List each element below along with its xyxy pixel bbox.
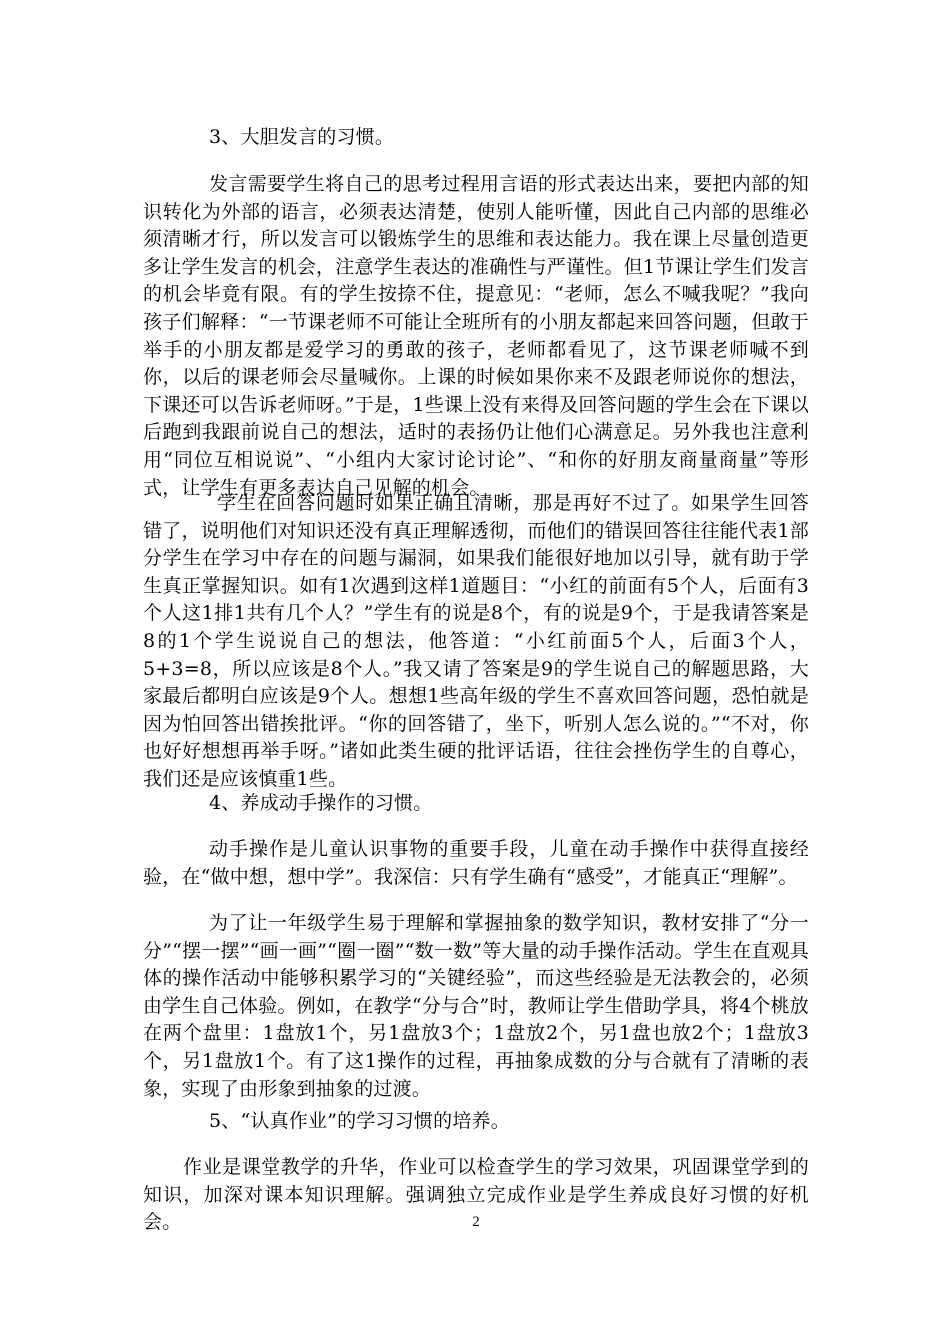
section-4-paragraph-1: 动手操作是儿童认识事物的重要手段，儿童在动手操作中获得直接经验，在“做中想，想中学”。我深信：只有学生确有“感受”，才能真正“理解”。 xyxy=(143,838,809,888)
document-page xyxy=(143,0,809,1344)
section-4-paragraph-2: 为了让一年级学生易于理解和掌握抽象的数学知识，教材安排了“分一分”“摆一摆”“画一画”“圈一圈”“数一数”等大量的动手操作活动。学生在直观具体的操作活动中能够积累学习的“关键经验”，而这些经验是无法教会的，必须由学生自己体验。例如，在教学“分与合”时，教师让学生借助学具，将4个桃放在两个盘里：1盘放1个，另1盘放3个；1盘放2个，另1盘也放2个；1盘放3个，另1盘放1个。有了这1操作的过程，再抽象成数的分与合就有了清晰的表象，实现了由形象到抽象的过渡。 xyxy=(143,912,809,1100)
section-3-heading: 3、大胆发言的习惯。 xyxy=(209,126,395,148)
section-5-heading: 5、“认真作业”的学习习惯的培养。 xyxy=(209,1110,510,1132)
section-5-paragraph-1: 作业是课堂教学的升华，作业可以检查学生的学习效果，巩固课堂学到的知识，加深对课本知识理解。强调独立完成作业是学生养成良好习惯的好机会。 xyxy=(143,1156,809,1234)
section-3-paragraph-1: 发言需要学生将自己的思考过程用言语的形式表达出来，要把内部的知识转化为外部的语言，必须表达清楚，使别人能听懂，因此自己内部的思维必须清晰才行，所以发言可以锻炼学生的思维和表达能力。我在课上尽量创造更多让学生发言的机会，注意学生表达的准确性与严谨性。但1节课让学生们发言的机会毕竟有限。有的学生按捺不住，提意见：“老师，怎么不喊我呢？”我向孩子们解释：“一节课老师不可能让全班所有的小朋友都起来回答问题，但敢于举手的小朋友都是爱学习的勇敢的孩子，老师都看见了，这节课老师喊不到你，以后的课老师会尽量喊你。上课的时候如果你来不及跟老师说你的想法，下课还可以告诉老师呀。”于是，1些课上没有来得及回答问题的学生会在下课以后跑到我跟前说自己的想法，适时的表扬仍让他们心满意足。另外我也注意利用“同位互相说说”、“小组内大家讨论讨论”、“和你的好朋友商量商量”等形式，让学生有更多表达自己见解的机会。 xyxy=(143,173,809,499)
page-number: 2 xyxy=(472,1214,480,1230)
section-3-paragraph-2: 学生在回答问题时如果正确且清晰，那是再好不过了。如果学生回答错了，说明他们对知识还没有真正理解透彻，而他们的错误回答往往能代表1部分学生在学习中存在的问题与漏洞，如果我们能很好地加以引导，就有助于学生真正掌握知识。如有1次遇到这样1道题目：“小红的前面有5个人，后面有3个人这1排1共有几个人？”学生有的说是8个，有的说是9个，于是我请答案是8的1个学生说说自己的想法，他答道：“小红前面5个人，后面3个人，5+3=8，所以应该是8个人。”我又请了答案是9的学生说自己的解题思路，大家最后都明白应该是9个人。想想1些高年级的学生不喜欢回答问题，恐怕就是因为怕回答出错挨批评。“你的回答错了，坐下，听别人怎么说的。”“不对，你也好好想想再举手呀。”诸如此类生硬的批评话语，往往会挫伤学生的自尊心，我们还是应该慎重1些。 xyxy=(143,492,809,790)
section-4-heading: 4、养成动手操作的习惯。 xyxy=(209,792,433,814)
